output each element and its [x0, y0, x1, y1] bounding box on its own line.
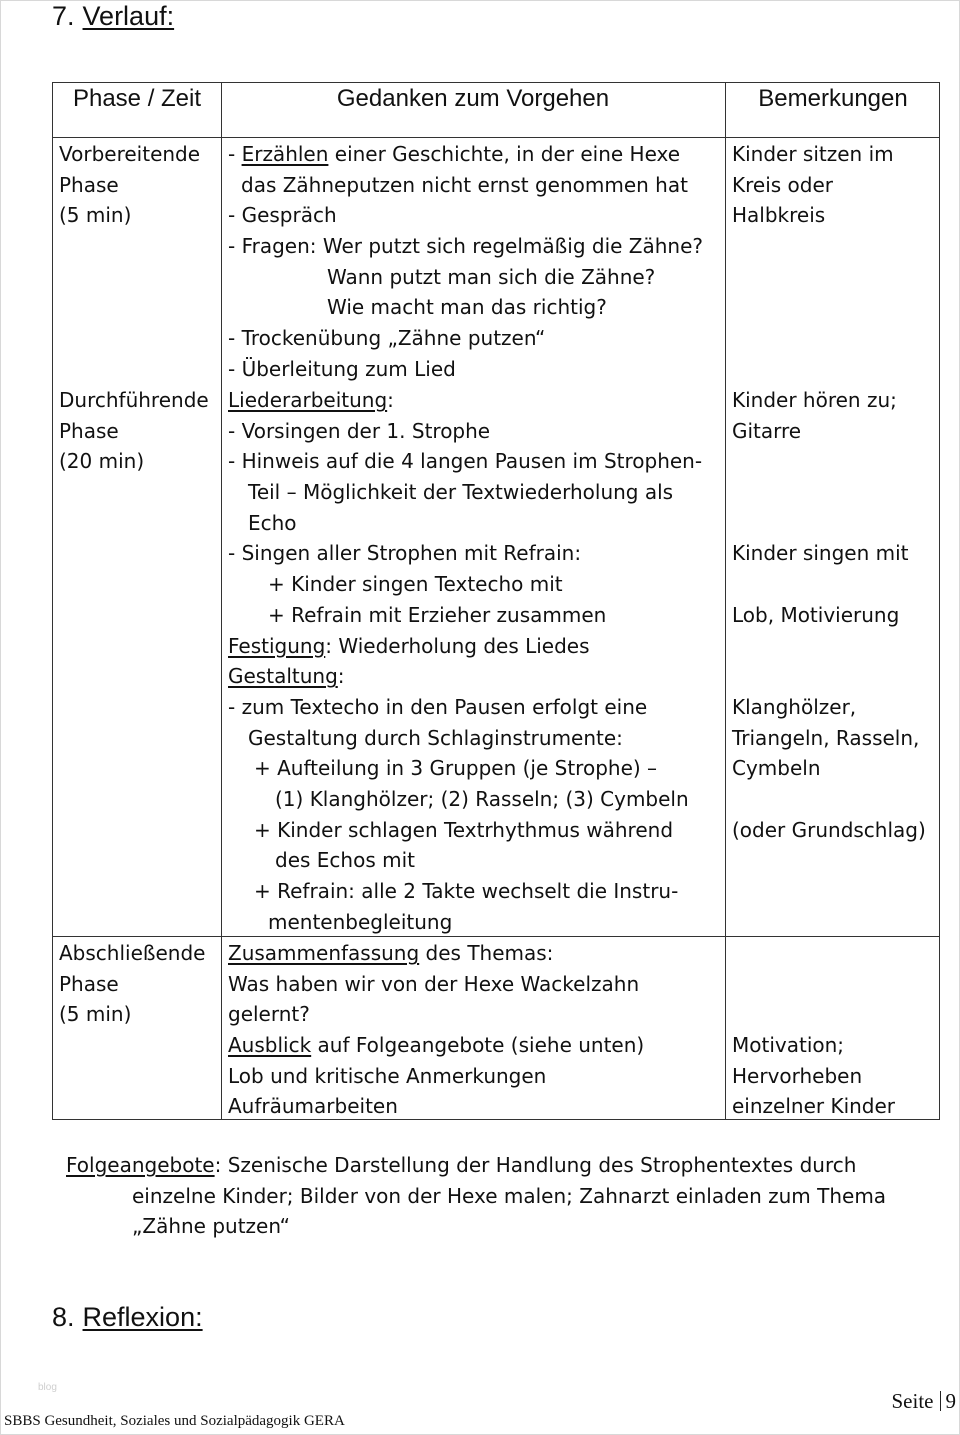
content-line: + Kinder schlagen Textrhythmus während [254, 817, 674, 842]
phase-cell [59, 139, 200, 231]
note-line: Gitarre [732, 418, 802, 443]
phase-cell [59, 385, 209, 477]
phase-label: Phase [59, 418, 119, 443]
content-cell [228, 139, 703, 385]
header-phase: Phase / Zeit [72, 85, 202, 112]
content-line: Aufräumarbeiten [228, 1094, 398, 1119]
note-line [732, 661, 926, 692]
phase-time: (5 min) [59, 1002, 132, 1027]
content-line: Wann putzt man sich die Zähne? [327, 264, 656, 289]
note-line [732, 969, 895, 1000]
content-line: Gestaltung durch Schlaginstrumente: [248, 725, 623, 750]
section-title: Verlauf: [82, 1, 175, 31]
note-line [732, 477, 926, 508]
followup-line: Folgeangebote: Szenische Darstellung der Handlung des Strophentextes durch [66, 1153, 857, 1177]
note-line [732, 569, 926, 600]
section-number: 8. [52, 1302, 75, 1332]
content-line: + Aufteilung in 3 Gruppen (je Strophe) – [254, 756, 658, 781]
separator [940, 1391, 941, 1411]
content-line: Was haben wir von der Hexe Wackelzahn [228, 971, 640, 996]
column-divider [725, 83, 726, 1119]
phase-time: (20 min) [59, 449, 145, 474]
content-line: Echo [248, 510, 297, 535]
content-line: gelernt? [228, 1002, 310, 1027]
content-line: - Erzählen einer Geschichte, in der eine Hexe [228, 142, 681, 166]
phase-time: (5 min) [59, 203, 132, 228]
content-line: mentenbegleitung [268, 909, 453, 934]
note-line: Kreis oder [732, 172, 833, 197]
section-heading-verlauf [52, 0, 174, 32]
note-line: Kinder sitzen im [732, 142, 894, 166]
note-line: Kinder singen mit [732, 541, 909, 566]
note-line [732, 631, 926, 662]
note-line [732, 508, 926, 539]
content-line: - Trockenübung „Zähne putzen“ [228, 326, 546, 351]
note-line [732, 784, 926, 815]
content-line: Liederarbeitung: [228, 388, 394, 412]
note-line: einzelner Kinder [732, 1094, 896, 1119]
note-line: Lob, Motivierung [732, 602, 900, 627]
note-line [732, 938, 895, 969]
content-line: Teil – Möglichkeit der Textwiederholung als [248, 480, 674, 505]
content-line: - Singen aller Strophen mit Refrain: [228, 541, 582, 566]
content-line: Festigung: Wiederholung des Liedes [228, 633, 590, 658]
phase-name: Durchführende [59, 388, 209, 412]
content-line: Gestaltung: [228, 664, 345, 689]
note-line: Cymbeln [732, 756, 821, 781]
notes-cell [732, 139, 894, 231]
note-line: Klanghölzer, [732, 694, 857, 719]
followup-paragraph [66, 1150, 886, 1242]
content-line: (1) Klanghölzer; (2) Rasseln; (3) Cymbeln [275, 786, 689, 811]
phase-label: Phase [59, 172, 119, 197]
note-line [732, 999, 895, 1030]
note-line [732, 446, 926, 477]
content-line: + Refrain: alle 2 Takte wechselt die Instru- [254, 879, 679, 903]
note-line: Hervorheben [732, 1063, 863, 1088]
content-line: Lob und kritische Anmerkungen [228, 1063, 547, 1088]
watermark: blog [38, 1382, 57, 1393]
phase-label: Phase [59, 971, 119, 996]
note-line: Triangeln, Rasseln, [732, 725, 920, 750]
followup-line: „Zähne putzen“ [132, 1214, 290, 1239]
content-line: Zusammenfassung des Themas: [228, 941, 554, 965]
followup-label: Folgeangebote [66, 1153, 215, 1177]
content-line: + Refrain mit Erzieher zusammen [268, 602, 607, 627]
section-number: 7. [52, 1, 75, 31]
section-title: Reflexion: [82, 1302, 203, 1332]
phase-name: Abschließende [59, 941, 206, 965]
content-line: - zum Textecho in den Pausen erfolgt eine [228, 694, 648, 719]
content-line: - Vorsingen der 1. Strophe [228, 418, 491, 443]
content-line: - Gespräch [228, 203, 337, 228]
phase-name: Vorbereitende [59, 142, 201, 166]
content-line: - Fragen: Wer putzt sich regelmäßig die Zähne? [228, 234, 704, 259]
note-line: Kinder hören zu; [732, 388, 897, 412]
lesson-plan-table [52, 82, 940, 1120]
section-heading-reflexion [52, 1301, 203, 1333]
footer-school: SBBS Gesundheit, Soziales und Sozialpädagogik GERA [4, 1413, 345, 1429]
note-line: Halbkreis [732, 203, 826, 228]
note-line: (oder Grundschlag) [732, 817, 926, 842]
content-cell [228, 938, 644, 1122]
notes-cell [732, 938, 895, 1122]
content-line: + Kinder singen Textecho mit [268, 572, 563, 597]
content-cell [228, 385, 702, 937]
column-divider [221, 83, 222, 1119]
note-line: Motivation; [732, 1033, 845, 1058]
content-line: Wie macht man das richtig? [327, 295, 607, 320]
content-line: - Überleitung zum Lied [228, 356, 456, 381]
phase-cell [59, 938, 205, 1030]
content-line: das Zähneputzen nicht ernst genommen hat [241, 172, 688, 197]
page-number: Seite 9 [891, 1389, 956, 1413]
content-line: - Hinweis auf die 4 langen Pausen im Strophen- [228, 449, 703, 474]
content-line: Ausblick auf Folgeangebote (siehe unten) [228, 1033, 645, 1058]
notes-cell [732, 385, 926, 845]
followup-line: einzelne Kinder; Bilder von der Hexe malen; Zahnarzt einladen zum Thema [132, 1183, 887, 1208]
header-bemerkungen: Bemerkungen [758, 85, 908, 112]
content-line: des Echos mit [275, 848, 415, 873]
header-gedanken: Gedanken zum Vorgehen [336, 85, 610, 112]
